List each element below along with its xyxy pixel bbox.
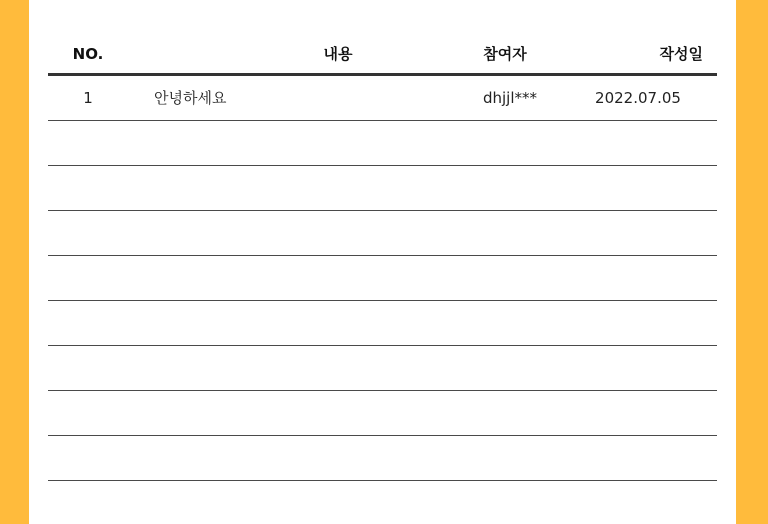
table-row [48,346,717,391]
row-date: 2022.07.05 [595,89,681,107]
table-row [48,256,717,301]
header-date: 작성일 [659,45,703,63]
header-author: 참여자 [483,45,527,63]
table-row [48,211,717,256]
row-author: dhjjl*** [482,89,538,107]
guestbook-table [48,35,717,481]
table-row [48,121,717,166]
board-panel [29,0,736,524]
table-row[interactable] [48,76,717,121]
table-row [48,436,717,481]
table-row [48,391,717,436]
header-no: NO. [72,45,104,63]
row-no: 1 [83,89,93,107]
table-row [48,301,717,346]
row-content-link[interactable]: 안녕하세요 [154,89,227,107]
header-content: 내용 [323,45,353,63]
table-row [48,166,717,211]
table-header [48,35,717,76]
